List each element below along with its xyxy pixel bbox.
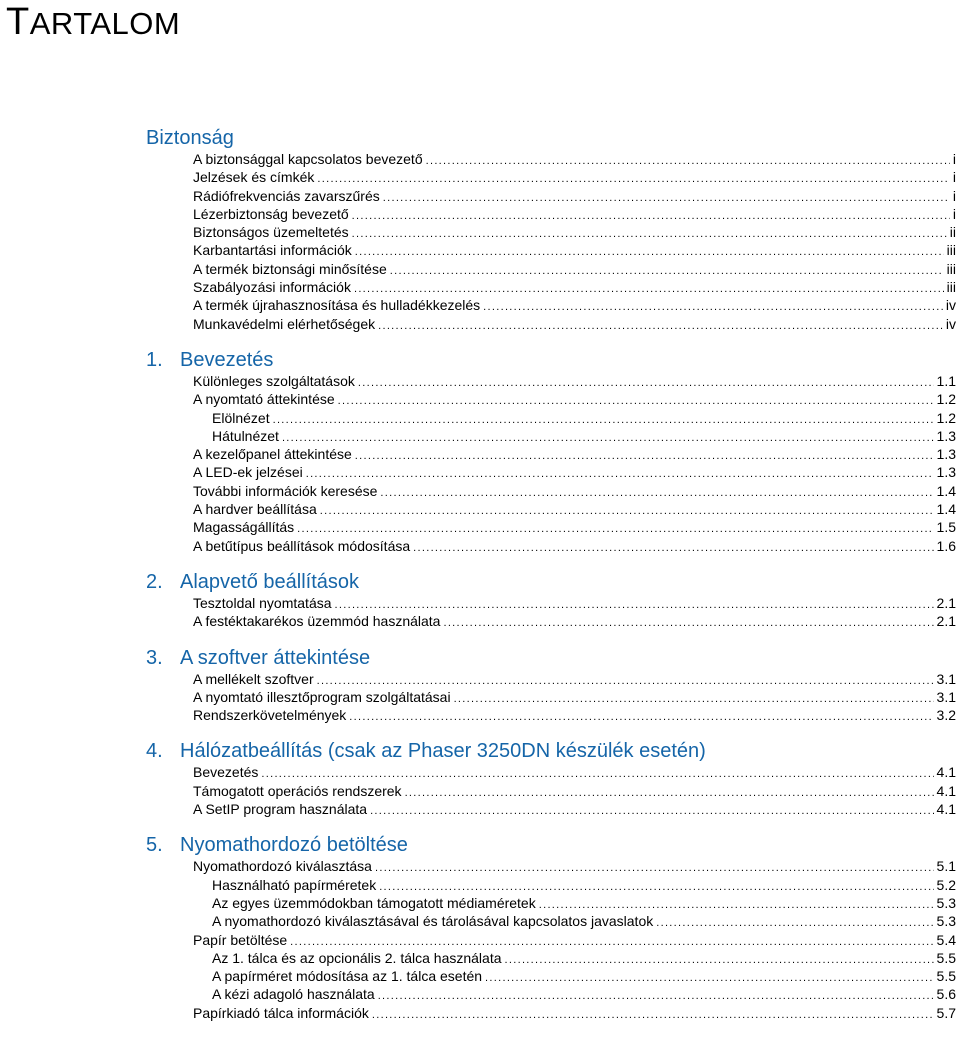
entry-page-number: 1.2 xyxy=(936,409,956,426)
dot-leader xyxy=(413,539,933,557)
entry-page-number: 2.1 xyxy=(936,594,956,611)
section-title: Biztonság xyxy=(146,127,234,149)
entry-label: Jelzések és címkék xyxy=(193,169,315,186)
toc-entry[interactable] xyxy=(212,967,956,985)
entry-label: A festéktakarékos üzemmód használata xyxy=(193,613,441,630)
entry-page-number: iii xyxy=(946,279,956,296)
toc-entry[interactable] xyxy=(193,800,956,818)
entry-page-number: 3.2 xyxy=(936,707,956,724)
section-title: Alapvető beállítások xyxy=(180,570,360,593)
entry-label: Nyomathordozó kiválasztása xyxy=(193,858,372,875)
dot-leader xyxy=(443,614,933,632)
dot-leader xyxy=(370,802,933,820)
entry-page-number: i xyxy=(952,187,956,204)
entry-label: A hardver beállítása xyxy=(193,501,317,518)
entry-label: A kézi adagoló használata xyxy=(212,986,375,1003)
entry-label: Biztonságos üzemeltetés xyxy=(193,224,349,241)
entry-label: Magasságállítás xyxy=(193,519,295,536)
toc-entry[interactable] xyxy=(193,782,956,800)
entry-label: Karbantartási információk xyxy=(193,242,352,259)
section-entry-list xyxy=(0,594,960,631)
entry-page-number: 1.5 xyxy=(936,519,956,536)
entry-page-number: 3.1 xyxy=(936,688,956,705)
toc-entry[interactable] xyxy=(193,463,956,481)
toc-entry[interactable] xyxy=(193,612,956,630)
section-heading[interactable] xyxy=(146,570,960,594)
toc-entry[interactable] xyxy=(193,168,956,186)
entry-page-number: 5.2 xyxy=(936,876,956,893)
toc-section xyxy=(0,348,960,555)
entry-page-number: 5.3 xyxy=(936,913,956,930)
entry-page-number: 5.4 xyxy=(936,931,956,948)
dot-leader xyxy=(372,1006,934,1024)
entry-label: A SetIP program használata xyxy=(193,801,368,818)
entry-page-number: 4.1 xyxy=(936,764,956,781)
toc-entry[interactable] xyxy=(212,985,956,1003)
toc-section xyxy=(0,646,960,725)
entry-label: Használható papírméretek xyxy=(212,876,377,893)
entry-page-number: iii xyxy=(946,242,956,259)
section-number: 3. xyxy=(146,646,163,669)
entry-page-number: i xyxy=(952,205,956,222)
section-number: 5. xyxy=(146,834,163,857)
toc-entry[interactable] xyxy=(193,187,956,205)
section-heading[interactable] xyxy=(146,739,960,763)
entry-page-number: 1.1 xyxy=(936,372,956,389)
toc-entry[interactable] xyxy=(193,670,956,688)
entry-page-number: iv xyxy=(945,315,956,332)
toc-entry[interactable] xyxy=(212,876,956,894)
section-heading[interactable] xyxy=(146,126,960,150)
entry-page-number: 1.6 xyxy=(936,537,956,554)
toc-entry[interactable] xyxy=(193,594,956,612)
section-entry-list xyxy=(0,372,960,555)
entry-label: A betűtípus beállítások módosítása xyxy=(193,537,411,554)
entry-page-number: 5.5 xyxy=(936,949,956,966)
entry-label: Papír betöltése xyxy=(193,931,288,948)
entry-label: A LED-ek jelzései xyxy=(193,464,303,481)
entry-page-number: iv xyxy=(945,297,956,314)
entry-page-number: 5.5 xyxy=(936,968,956,985)
section-entry-list xyxy=(0,763,960,818)
entry-label: Különleges szolgáltatások xyxy=(193,372,355,389)
toc-entry[interactable] xyxy=(193,537,956,555)
entry-page-number: 2.1 xyxy=(936,613,956,630)
section-heading[interactable] xyxy=(146,348,960,372)
dot-leader xyxy=(349,708,933,726)
entry-page-number: iii xyxy=(946,260,956,277)
toc-entry[interactable] xyxy=(212,912,956,930)
entry-page-number: 5.1 xyxy=(936,858,956,875)
toc-entry[interactable] xyxy=(193,296,956,314)
section-number: 2. xyxy=(146,570,163,593)
entry-label: A biztonsággal kapcsolatos bevezető xyxy=(193,151,423,167)
entry-label: A termék újrahasznosítása és hulladékkezelés xyxy=(193,297,481,314)
entry-page-number: 1.3 xyxy=(936,427,956,444)
entry-page-number: 4.1 xyxy=(936,801,956,818)
entry-page-number: 1.3 xyxy=(936,446,956,463)
entry-label: A nyomtató illesztőprogram szolgáltatásai xyxy=(193,688,451,705)
toc-entry[interactable] xyxy=(193,931,956,949)
entry-label: Az egyes üzemmódokban támogatott médiaméretek xyxy=(212,894,536,911)
toc-entry[interactable] xyxy=(193,372,956,390)
entry-page-number: 4.1 xyxy=(936,782,956,799)
section-heading[interactable] xyxy=(146,833,960,857)
toc-entry[interactable] xyxy=(193,390,956,408)
toc-entry[interactable] xyxy=(193,482,956,500)
toc-entry[interactable] xyxy=(212,949,956,967)
toc-entry[interactable] xyxy=(193,518,956,536)
section-heading[interactable] xyxy=(146,646,960,670)
entry-label: A nyomtató áttekintése xyxy=(193,391,335,408)
page-title-rest: ARTALOM xyxy=(29,6,181,41)
entry-page-number: i xyxy=(952,151,956,167)
entry-label: A termék biztonsági minősítése xyxy=(193,260,387,277)
section-title: A szoftver áttekintése xyxy=(180,646,371,669)
entry-page-number: 1.3 xyxy=(936,464,956,481)
entry-page-number: 5.6 xyxy=(936,986,956,1003)
toc-entry[interactable] xyxy=(193,278,956,296)
section-entry-list xyxy=(0,857,960,1022)
entry-page-number: 3.1 xyxy=(936,670,956,687)
entry-label: Támogatott operációs rendszerek xyxy=(193,782,402,799)
toc-entry[interactable] xyxy=(212,894,956,912)
entry-page-number: 1.4 xyxy=(936,501,956,518)
toc-entry[interactable] xyxy=(193,688,956,706)
entry-label: Tesztoldal nyomtatása xyxy=(193,594,332,611)
toc-entry[interactable] xyxy=(193,706,956,724)
entry-label: Elölnézet xyxy=(212,409,270,426)
entry-label: Az 1. tálca és az opcionális 2. tálca használata xyxy=(212,949,502,966)
entry-label: Rendszerkövetelmények xyxy=(193,707,347,724)
toc-entry[interactable] xyxy=(193,260,956,278)
entry-page-number: ii xyxy=(949,224,956,241)
entry-label: Hátulnézet xyxy=(212,427,279,444)
toc-section xyxy=(0,570,960,631)
entry-label: A nyomathordozó kiválasztásával és tárolásával kapcsolatos javaslatok xyxy=(212,913,654,930)
entry-label: Bevezetés xyxy=(193,764,259,781)
toc-entry[interactable] xyxy=(193,445,956,463)
toc-section xyxy=(0,739,960,818)
entry-label: Lézerbiztonság bevezető xyxy=(193,205,349,222)
toc-entry[interactable] xyxy=(193,150,956,168)
toc-entry[interactable] xyxy=(193,223,956,241)
toc-entry[interactable] xyxy=(193,763,956,781)
entry-page-number: 5.7 xyxy=(936,1004,956,1021)
section-title: Hálózatbeállítás (csak az Phaser 3250DN készülék esetén) xyxy=(180,740,706,763)
entry-label: A kezelőpanel áttekintése xyxy=(193,446,352,463)
entry-label: További információk keresése xyxy=(193,482,378,499)
entry-label: Munkavédelmi elérhetőségek xyxy=(193,315,376,332)
entry-label: Rádiófrekvenciás zavarszűrés xyxy=(193,187,380,204)
toc-entry[interactable] xyxy=(193,857,956,875)
entry-page-number: 1.4 xyxy=(936,482,956,499)
toc-section xyxy=(0,833,960,1022)
page-title xyxy=(6,0,180,46)
toc-entry[interactable] xyxy=(212,427,956,445)
section-title: Nyomathordozó betöltése xyxy=(180,834,408,857)
toc-entry[interactable] xyxy=(193,315,956,333)
table-of-contents xyxy=(0,126,960,1022)
toc-entry[interactable] xyxy=(212,409,956,427)
entry-page-number: 5.3 xyxy=(936,894,956,911)
section-number: 4. xyxy=(146,740,163,763)
toc-entry[interactable] xyxy=(193,241,956,259)
dot-leader xyxy=(378,317,943,335)
section-entry-list xyxy=(0,670,960,725)
entry-page-number: 1.2 xyxy=(936,391,956,408)
toc-section xyxy=(0,126,960,333)
entry-label: Szabályozási információk xyxy=(193,279,351,296)
entry-label: Papírkiadó tálca információk xyxy=(193,1004,369,1021)
toc-entry[interactable] xyxy=(193,1004,956,1022)
section-number: 1. xyxy=(146,348,163,371)
toc-entry[interactable] xyxy=(193,205,956,223)
section-entry-list xyxy=(0,150,960,333)
section-title: Bevezetés xyxy=(180,348,274,371)
entry-label: A mellékelt szoftver xyxy=(193,670,314,687)
page-title-initial: T xyxy=(6,1,30,43)
entry-label: A papírméret módosítása az 1. tálca esetén xyxy=(212,968,483,985)
entry-page-number: i xyxy=(952,169,956,186)
toc-entry[interactable] xyxy=(193,500,956,518)
